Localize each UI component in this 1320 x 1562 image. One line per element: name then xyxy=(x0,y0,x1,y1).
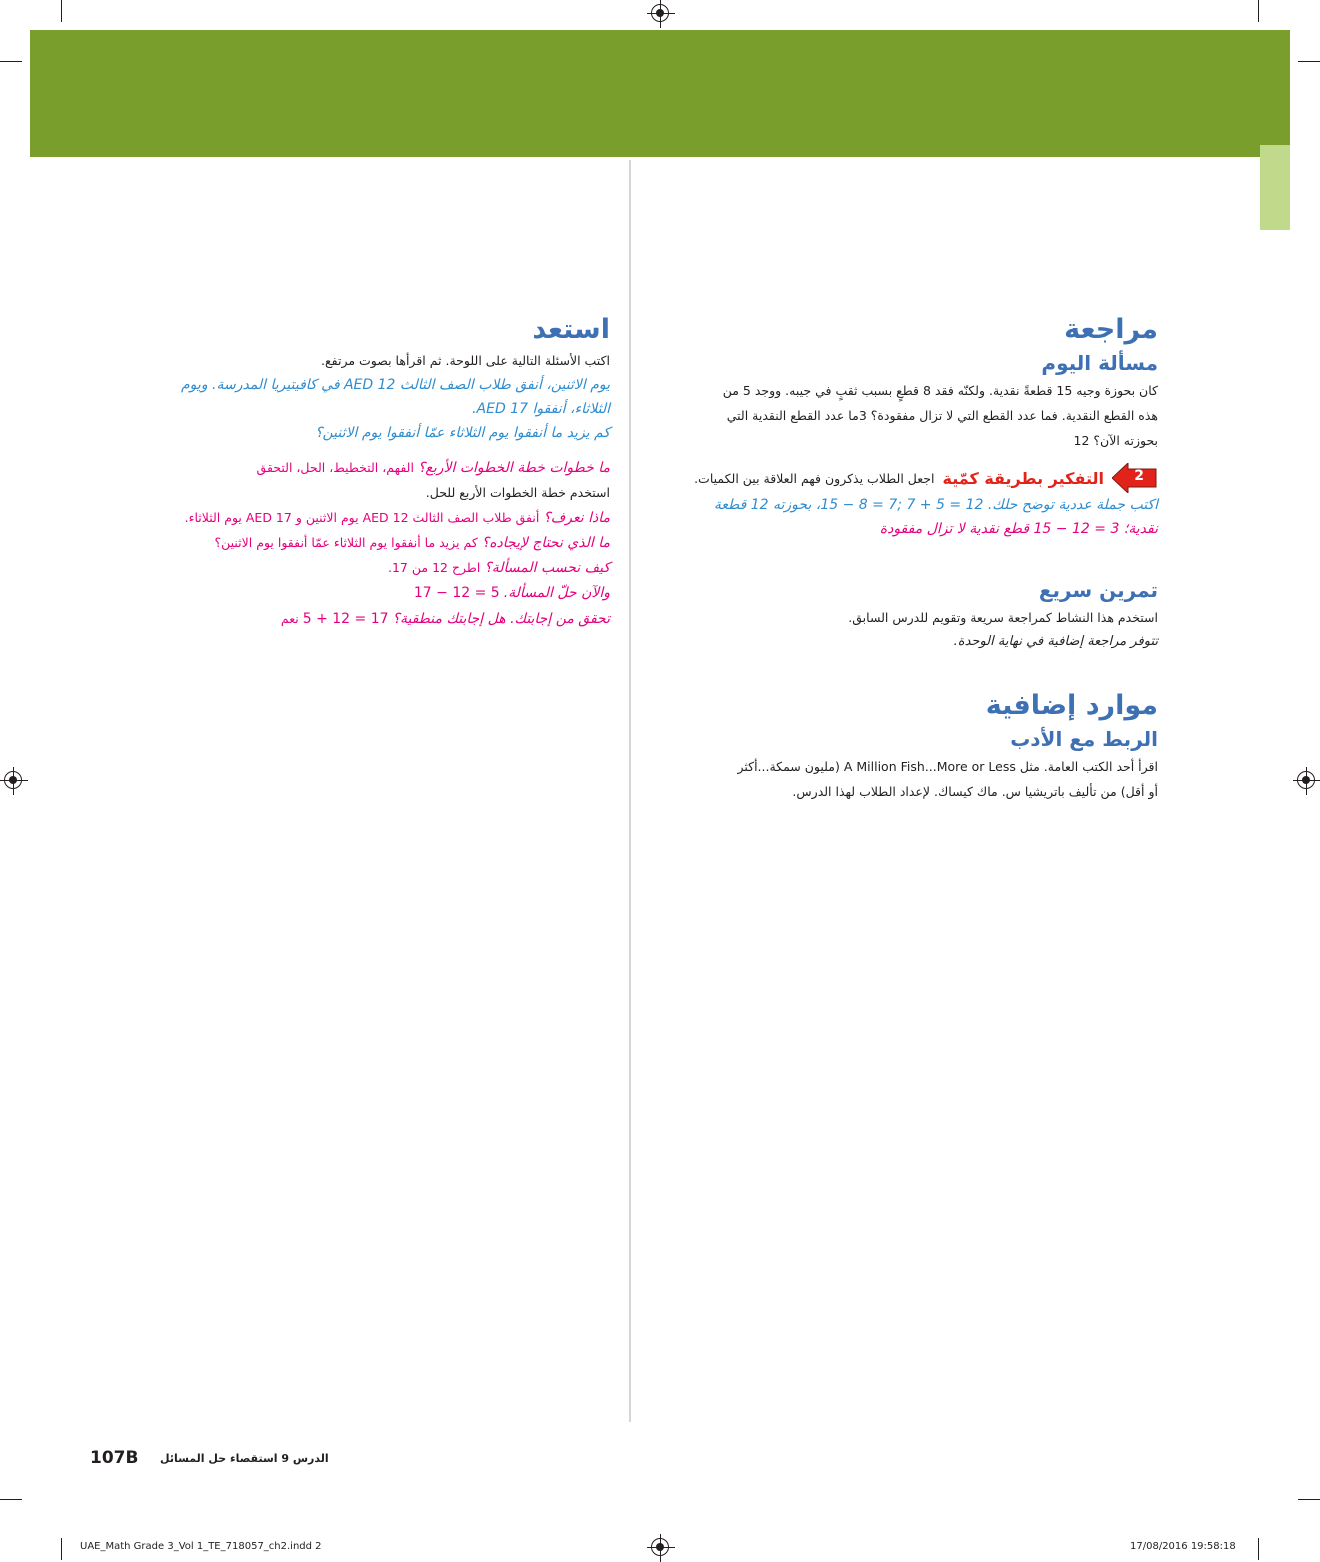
crop-mark xyxy=(1298,61,1320,62)
quick-practice-title: تمرين سريع xyxy=(1038,578,1158,602)
left-column xyxy=(125,312,610,632)
chapter-tab xyxy=(1260,145,1290,230)
need-question: ما الذي نحتاج لإيجاده؟ xyxy=(481,535,610,551)
check-row xyxy=(125,606,610,632)
date-slug: 17/08/2016 19:58:18 xyxy=(1130,1541,1236,1552)
column-divider xyxy=(629,160,631,1422)
callout-name: التفكير بطريقة كمّية xyxy=(942,468,1104,488)
literature-line: أو أقل) من تأليف باتريشيا س. ماك كيساك. لإعداد الطلاب لهذا الدرس. xyxy=(792,784,1158,799)
check-question: تحقق من إجابتك. هل إجابتك منطقية؟ xyxy=(392,611,610,627)
callout-text: اجعل الطلاب يذكرون فهم العلاقة بين الكميات. xyxy=(694,470,935,486)
problem-line: هذه القطع النقدية. فما عدد القطع التي لا تزال مفقودة؟ 3ما عدد القطع النقدية التي xyxy=(726,408,1158,423)
how-question: كيف نحسب المسألة؟ xyxy=(484,560,610,576)
page-number: 107B xyxy=(90,1448,139,1468)
quick-practice-text: استخدم هذا النشاط كمراجعة سريعة وتقويم للدرس السابق. xyxy=(848,610,1158,625)
crop-mark xyxy=(61,1538,62,1560)
number-sentence-prompt: اكتب جملة عددية توضح حلك. 12 = 5 + 7 ;7 = 8 − 15، بحوزته 12 قطعة xyxy=(713,497,1158,513)
get-ready-title: استعد xyxy=(532,314,610,345)
solve-question: والآن حلّ المسألة. xyxy=(503,585,610,601)
right-column xyxy=(668,312,1158,804)
additional-resources-title: موارد إضافية xyxy=(985,690,1158,721)
file-slug: UAE_Math Grade 3_Vol 1_TE_718057_ch2.indd 2 xyxy=(80,1541,322,1552)
crop-mark xyxy=(1298,1499,1320,1500)
crop-mark xyxy=(0,1499,22,1500)
problem-of-day-title: مسألة اليوم xyxy=(1041,351,1158,375)
word-problem-line: الثلاثاء، أنفقوا AED 17. xyxy=(472,401,610,417)
steps-question: ما خطوات خطة الخطوات الأربع؟ xyxy=(417,460,610,476)
crop-mark xyxy=(0,61,22,62)
problem-line: كان بحوزة وجيه 15 قطعةً نقدية. ولكنّه فقد 8 قطعٍ بسبب ثقبٍ في جيبه. ووجد 5 من xyxy=(722,383,1158,398)
know-answer: أنفق طلاب الصف الثالث AED 12 يوم الاثنين و AED 17 يوم الثلاثاء. xyxy=(184,510,540,525)
steps-question-row xyxy=(125,455,610,480)
review-title: مراجعة xyxy=(1064,314,1158,345)
how-row xyxy=(125,555,610,580)
literature-line: اقرأ أحد الكتب العامة. مثل A Million Fish...More or Less (مليون سمكة...أكثر xyxy=(737,759,1158,774)
problem-line: بحوزته الآن؟ 12 xyxy=(1073,433,1158,448)
header-banner xyxy=(30,30,1290,157)
registration-mark-icon xyxy=(651,1538,669,1556)
how-answer: اطرح 12 من 17. xyxy=(388,560,481,575)
steps-answer: الفهم، التخطيط، الحل، التحقق xyxy=(256,460,414,475)
crop-mark xyxy=(1258,0,1259,22)
crop-mark xyxy=(1258,1538,1259,1560)
word-problem-line: يوم الاثنين، أنفق طلاب الصف الثالث AED 12 في كافيتيريا المدرسة. ويوم xyxy=(181,377,610,393)
registration-mark-icon xyxy=(1297,771,1315,789)
need-row xyxy=(125,530,610,555)
get-ready-intro: اكتب الأسئلة التالية على اللوحة. ثم اقرأها بصوت مرتفع. xyxy=(321,353,610,368)
check-answer: 17 = 12 + 5 xyxy=(302,611,389,627)
number-sentence-answer: نقدية؛ 3 = 12 − 15 قطع نقدية لا تزال مفقودة xyxy=(879,521,1158,537)
arrow-badge-icon xyxy=(1112,463,1158,493)
solve-answer: 5 = 12 − 17 xyxy=(413,585,500,601)
lesson-footer: الدرس 9 استقصاء حل المسائل xyxy=(160,1452,329,1465)
crop-mark xyxy=(61,0,62,22)
literature-connection-title: الربط مع الأدب xyxy=(1010,727,1158,751)
math-practice-callout xyxy=(668,463,1158,493)
quick-practice-note: تتوفر مراجعة إضافية في نهاية الوحدة. xyxy=(953,634,1158,649)
callout-number: 2 xyxy=(1134,468,1144,484)
registration-mark-icon xyxy=(4,771,22,789)
check-yes: نعم xyxy=(280,611,299,626)
know-row xyxy=(125,505,610,530)
know-question: ماذا نعرف؟ xyxy=(543,510,610,526)
registration-mark-icon xyxy=(651,4,669,22)
need-answer: كم يزيد ما أنفقوا يوم الثلاثاء عمّا أنفقوا يوم الاثنين؟ xyxy=(214,535,478,550)
solve-row xyxy=(125,580,610,606)
word-problem-question: كم يزيد ما أنفقوا يوم الثلاثاء عمّا أنفقوا يوم الاثنين؟ xyxy=(315,425,610,441)
use-plan-text: استخدم خطة الخطوات الأربع للحل. xyxy=(425,485,610,500)
